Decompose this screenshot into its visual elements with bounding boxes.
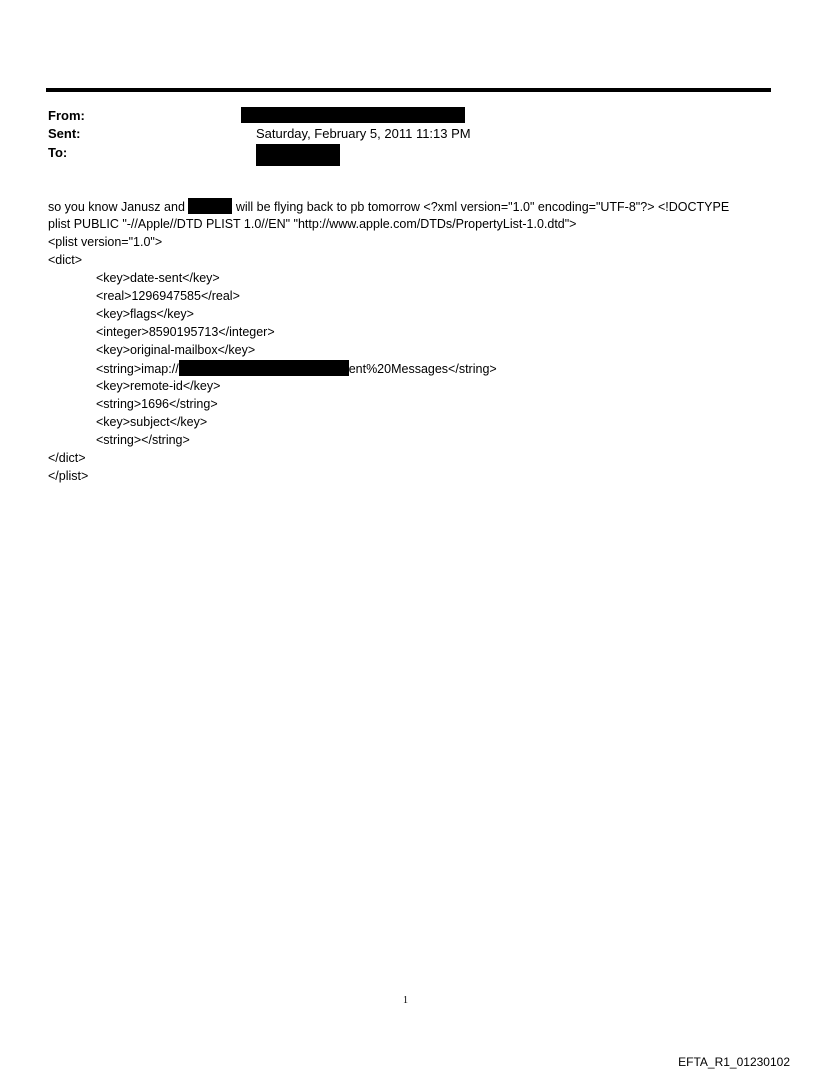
- body-line-10: [96, 360, 497, 377]
- body-line-7: <key>flags</key>: [96, 307, 194, 321]
- body-text: <string>imap://: [96, 362, 179, 376]
- sent-label: Sent:: [48, 126, 81, 141]
- body-line-9: <key>original-mailbox</key>: [96, 343, 256, 357]
- to-label: To:: [48, 145, 68, 160]
- document-id: EFTA_R1_01230102: [678, 1055, 790, 1069]
- body-line-11: <key>remote-id</key>: [96, 379, 221, 393]
- body-text: ent%20Messages</string>: [348, 362, 497, 376]
- body-text: so you know Janusz and: [48, 200, 189, 214]
- mailbox-redaction: [179, 360, 349, 376]
- body-line-5: <key>date-sent</key>: [96, 271, 220, 285]
- body-line-15: </dict>: [48, 451, 86, 465]
- body-text: will be flying back to pb tomorrow <?xml version="1.0" encoding="UTF-8"?> <!DOCTYPE: [232, 200, 730, 214]
- body-line-4: <dict>: [48, 253, 83, 267]
- page-number: 1: [403, 995, 408, 1006]
- body-line-16: </plist>: [48, 469, 89, 483]
- header-rule: [46, 88, 771, 92]
- from-label: From:: [48, 108, 85, 123]
- body-line-2: plist PUBLIC "-//Apple//DTD PLIST 1.0//EN" "http://www.apple.com/DTDs/PropertyList-1.0.dtd">: [48, 217, 577, 231]
- body-line-6: <real>1296947585</real>: [96, 289, 240, 303]
- body-line-1: [48, 198, 729, 215]
- name-redaction: [188, 198, 232, 214]
- body-line-12: <string>1696</string>: [96, 397, 218, 411]
- body-line-13: <key>subject</key>: [96, 415, 208, 429]
- body-line-8: <integer>8590195713</integer>: [96, 325, 275, 339]
- sent-value: Saturday, February 5, 2011 11:13 PM: [256, 126, 471, 141]
- body-line-14: <string></string>: [96, 433, 190, 447]
- body-line-3: <plist version="1.0">: [48, 235, 163, 249]
- from-redaction: [241, 107, 465, 123]
- to-redaction: [256, 144, 340, 166]
